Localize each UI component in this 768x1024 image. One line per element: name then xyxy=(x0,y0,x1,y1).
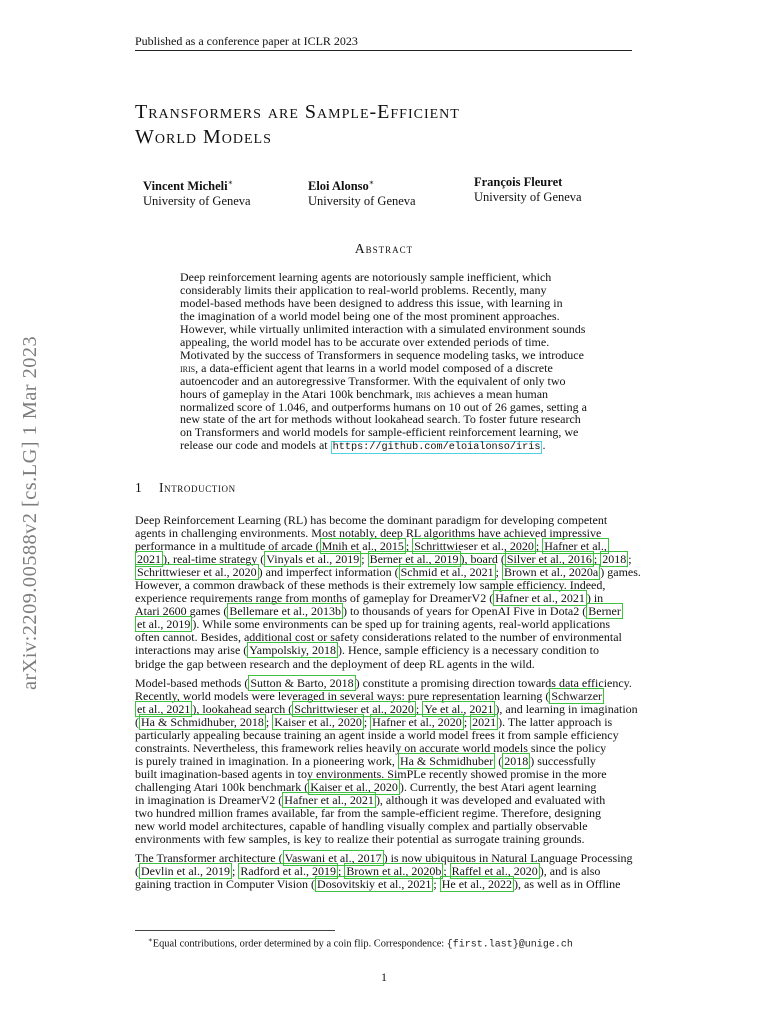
text-run: ; xyxy=(535,539,543,554)
footnote-text: Equal contributions, order determined by a coin flip. Correspondence: xyxy=(152,938,447,950)
citation-link[interactable]: Ye et al., 2021 xyxy=(424,701,494,716)
paragraph xyxy=(135,675,638,847)
citation-link[interactable]: Schrittwieser et al., 2020 xyxy=(414,539,534,554)
citation-link[interactable]: Schrittwieser et al., 2020 xyxy=(294,701,414,716)
abstract-line: Deep reinforcement learning agents are notoriously sample inefficient, which xyxy=(180,270,552,284)
citation-link[interactable]: He et al., 2022 xyxy=(441,877,513,892)
abstract-line: considerably limits their application to real-world problems. Recently, many xyxy=(180,282,547,297)
text-run: constraints. Nevertheless, this framework relies heavily on accurate world models since the policy xyxy=(135,740,607,755)
citation-link[interactable]: Berner et al., 2019 xyxy=(369,552,459,567)
iris-name: iris xyxy=(180,360,196,375)
citation-link[interactable]: Schmid et al., 2021 xyxy=(400,565,494,580)
citation-link[interactable]: Hafner et al., 2021 xyxy=(284,792,374,807)
text-run: Recently, world models were leveraged in several ways: pure representation learning ( xyxy=(135,688,550,703)
text-run: environments with few samples, is key to realize their potential as surrogate training grounds. xyxy=(135,832,585,847)
footnote-rule xyxy=(135,930,335,931)
text-run: Model-based methods ( xyxy=(135,675,249,690)
text-run: ) and imperfect information ( xyxy=(258,565,399,580)
text-run: performance in a multitude of arcade ( xyxy=(135,539,320,554)
text-run: ) to thousands of years for OpenAI Five in Dota2 ( xyxy=(342,604,587,619)
text-run: ), although it was developed and evaluated with xyxy=(375,792,606,807)
author-affiliation: University of Geneva xyxy=(308,194,416,209)
text-run: built imagination-based agents in toy environments. SimPLe recently showed promise in the more xyxy=(135,766,607,781)
citation-link[interactable]: Ha & Schmidhuber xyxy=(399,753,494,768)
text-run: ( xyxy=(135,714,139,729)
citation-link[interactable]: Raffel et al., 2020 xyxy=(451,864,538,879)
abstract-line: autoencoder and an autoregressive Transformer. With the equivalent of only two xyxy=(180,373,566,388)
author-affiliation: University of Geneva xyxy=(474,190,582,204)
text-run: ( xyxy=(135,864,139,879)
text-run: ), lookahead search ( xyxy=(192,701,293,716)
citation-link[interactable]: Kaiser et al., 2020 xyxy=(274,714,362,729)
abstract-heading: Abstract xyxy=(354,241,414,256)
abstract-line xyxy=(180,362,588,375)
abstract-line: Motivated by the success of Transformers in sequence modeling tasks, we introduce xyxy=(180,347,584,362)
text-run: ). Hence, sample efficiency is a necessary condition to xyxy=(337,643,599,658)
text-run: ). While some environments can be sped up for training agents, real-world applications xyxy=(192,617,610,632)
text-run: Deep Reinforcement Learning (RL) has become the dominant paradigm for developing competent xyxy=(135,513,608,527)
text-run: ), board ( xyxy=(460,552,505,567)
text-run: ). The latter approach is xyxy=(498,714,613,729)
text-run: ) in xyxy=(586,591,604,606)
text-run: ; xyxy=(337,864,345,879)
citation-link[interactable]: Hafner et al., 2020 xyxy=(372,714,462,729)
text-run: Atari 2600 games ( xyxy=(135,604,228,619)
text-run: ; xyxy=(265,714,273,729)
citation-link[interactable]: Hafner et al., 2021 xyxy=(495,591,585,606)
text-run: in imagination is DreamerV2 ( xyxy=(135,792,283,807)
abstract-line: normalized score of 1.046, and outperforms humans on 10 out of 26 games, setting a xyxy=(180,399,587,414)
citation-link[interactable]: Kaiser et al., 2020 xyxy=(310,779,398,794)
text-run: ; xyxy=(361,552,368,567)
text-run: ) games. xyxy=(600,565,641,580)
author-name: Eloi Alonso xyxy=(308,179,369,194)
abstract-text: , a data-efficient agent that learns in a world model composed of a discrete xyxy=(195,360,553,375)
text-run: interactions may arise ( xyxy=(135,643,248,658)
abstract-text: release our code and models at xyxy=(180,438,331,453)
text-run: ) constitute a promising direction towards data efficiency. xyxy=(355,675,632,690)
abstract-line: appealing, the world model has to be accurate over extended periods of time. xyxy=(180,334,550,349)
citation-link[interactable]: Sutton & Barto, 2018 xyxy=(250,675,354,690)
paper-title-line-1: Transformers are Sample-Efficient xyxy=(135,101,460,123)
arxiv-identifier-stamp xyxy=(19,335,41,710)
text-run: ; xyxy=(463,714,471,729)
text-run: new world model architectures, capable of handling visually complex and partially observable xyxy=(135,819,588,834)
paragraph xyxy=(135,852,633,891)
text-run: However, a common drawback of these methods is their extremely low sample efficiency. Indeed, xyxy=(135,578,606,593)
introduction-body xyxy=(135,513,641,897)
text-run: ). Currently, the best Atari agent learning xyxy=(399,779,597,794)
author-3 xyxy=(474,175,582,205)
citation-link[interactable]: Yampolskiy, 2018 xyxy=(249,643,336,658)
citation-link[interactable]: Brown et al., 2020a xyxy=(503,565,599,580)
abstract-line xyxy=(180,388,588,401)
conference-header: Published as a conference paper at ICLR 2023 xyxy=(135,34,632,51)
citation-link[interactable]: Silver et al., 2016 xyxy=(506,552,592,567)
author-affiliation: University of Geneva xyxy=(143,194,251,209)
text-run: ; xyxy=(433,877,440,892)
text-run: ), and is also xyxy=(539,864,601,879)
arxiv-identifier-text: arXiv:2209.00588v2 [cs.LG] 1 Mar 2023 xyxy=(19,335,41,690)
citation-link[interactable]: et al., 2019 xyxy=(137,617,191,632)
correspondence-email: {first.last}@unige.ch xyxy=(446,939,573,951)
text-run: agents in challenging environments. Most notably, deep RL algorithms have achieved impressive xyxy=(135,526,602,541)
text-run: ; xyxy=(363,714,371,729)
text-run: ; xyxy=(628,552,632,567)
text-run: ) successfully xyxy=(530,753,596,768)
citation-link[interactable]: Schrittwieser et al., 2020 xyxy=(137,565,257,580)
citation-link[interactable]: 2018 xyxy=(602,552,627,567)
citation-link[interactable]: Devlin et al., 2019 xyxy=(141,864,230,879)
abstract-text: achieves a mean human xyxy=(430,386,549,401)
citation-link[interactable]: Mnih et al., 2015 xyxy=(321,539,404,554)
author-1 xyxy=(143,175,251,209)
text-run: ; xyxy=(495,565,502,580)
text-line xyxy=(135,658,633,671)
citation-link[interactable]: Berner xyxy=(588,604,621,619)
footnote xyxy=(148,934,638,951)
abstract-line: new state of the art for methods without lookahead search. To foster future research xyxy=(180,412,581,427)
author-2 xyxy=(308,175,416,209)
citation-link[interactable]: Vinyals et al., 2019 xyxy=(266,552,360,567)
citation-link[interactable]: Schwarzer xyxy=(551,688,603,703)
text-run: ), as well as in Offline xyxy=(514,877,621,892)
paper-title-line-2: World Models xyxy=(135,126,272,148)
section-number: 1 xyxy=(135,480,143,495)
text-run: The Transformer architecture ( xyxy=(135,851,283,866)
citation-link[interactable]: Hafner et al., xyxy=(544,539,607,554)
citation-link[interactable]: Dosovitskiy et al., 2021 xyxy=(317,877,432,892)
abstract-body xyxy=(180,271,588,454)
citation-link[interactable]: 2018 xyxy=(504,753,529,768)
text-run: gaining traction in Computer Vision ( xyxy=(135,877,316,892)
citation-link[interactable]: 2021 xyxy=(472,714,497,729)
abstract-text: . xyxy=(542,438,546,453)
github-link[interactable]: https://github.com/eloialonso/iris xyxy=(332,442,541,454)
text-run: particularly appealing because training an agent inside a world model frees it from sample efficiency xyxy=(135,727,619,742)
abstract-line: on Transformers and world models for sample-efficient reinforcement learning, we xyxy=(180,425,579,440)
equal-contribution-mark: ∗ xyxy=(368,178,375,187)
text-run: ; xyxy=(231,864,239,879)
text-run: two hundred million frames available, far from the sample-efficient regime. Therefore, designing xyxy=(135,806,602,821)
iris-name: iris xyxy=(415,386,431,401)
citation-link[interactable]: Radford et al., 2019 xyxy=(240,864,336,879)
abstract-line: model-based methods have been designed to address this issue, with learning in xyxy=(180,295,563,310)
page-number: 1 xyxy=(381,970,387,984)
text-run: ; xyxy=(443,864,450,879)
text-run: ; xyxy=(405,539,413,554)
equal-contribution-mark: ∗ xyxy=(227,178,234,187)
text-line xyxy=(135,833,633,846)
section-title: Introduction xyxy=(159,480,236,495)
text-run: bridge the gap between research and the deployment of deep RL agents in the wild. xyxy=(135,656,535,671)
citation-link[interactable]: Vaswani et al., 2017 xyxy=(284,851,382,866)
text-run: experience requirements range from months of gameplay for DreamerV2 ( xyxy=(135,591,494,606)
text-run: challenging Atari 100k benchmark ( xyxy=(135,779,309,794)
abstract-line: the imagination of a world model being one of the most prominent approaches. xyxy=(180,308,560,323)
footnote-mark: ∗ xyxy=(148,936,153,944)
citation-link[interactable]: 2021 xyxy=(137,552,161,567)
text-run: is purely trained in imagination. In a pioneering work, xyxy=(135,753,398,768)
abstract-text: hours of gameplay in the Atari 100k benchmark, xyxy=(180,386,416,401)
text-run: often cannot. Besides, additional cost or safety considerations related to the number of environmental xyxy=(135,630,622,645)
text-run: ), and learning in imagination xyxy=(495,701,638,716)
text-run: ), real-time strategy ( xyxy=(163,552,265,567)
abstract-line xyxy=(180,439,588,454)
text-run: ) is now ubiquitous in Natural Language Processing xyxy=(383,851,633,866)
author-name: François Fleuret xyxy=(474,175,563,189)
citation-link[interactable]: Ha & Schmidhuber, 2018 xyxy=(141,714,264,729)
text-run: ; xyxy=(593,552,601,567)
paper-title xyxy=(135,100,635,150)
section-heading xyxy=(135,480,435,496)
abstract-line: However, while virtually unlimited interaction with a simulated environment sounds xyxy=(180,321,586,336)
text-line xyxy=(135,878,633,891)
author-name: Vincent Micheli xyxy=(143,179,228,194)
text-run: ; xyxy=(415,701,423,716)
paragraph xyxy=(135,513,641,671)
text-run: ( xyxy=(495,753,503,768)
citation-link[interactable]: Brown et al., 2020b xyxy=(346,864,442,879)
citation-link[interactable]: Bellemare et al., 2013b xyxy=(229,604,341,619)
citation-link[interactable]: et al., 2021 xyxy=(137,701,191,716)
